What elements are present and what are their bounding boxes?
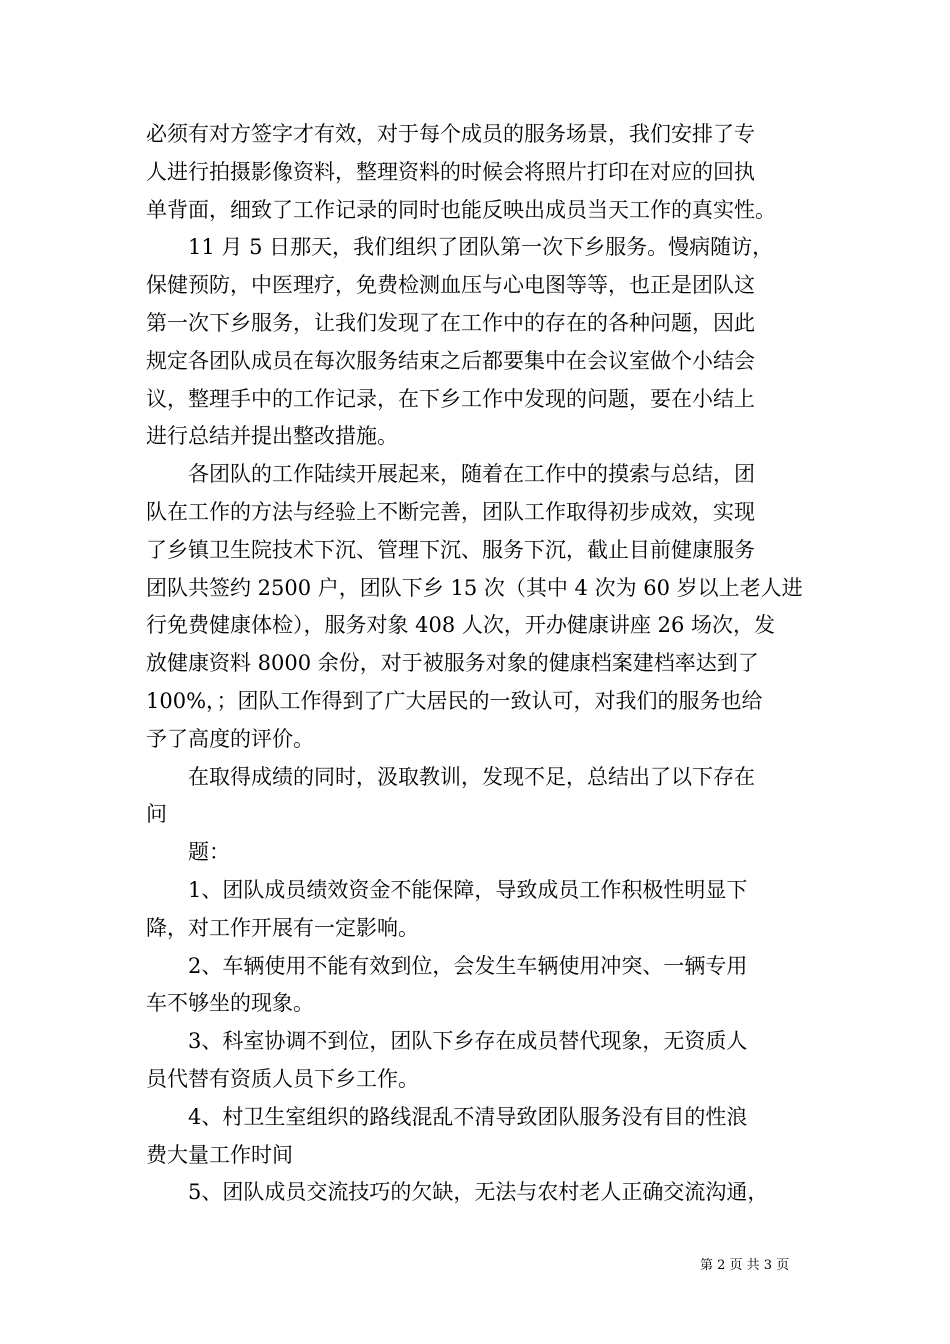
list-item: 4、村卫生室组织的路线混乱不清导致团队服务没有目的性浪 [188,1104,748,1129]
text-line: 规定各团队成员在每次服务结束之后都要集中在会议室做个小结会 [146,348,755,373]
text-line: 问 [146,802,167,827]
text-line: 进行总结并提出整改措施。 [146,424,398,449]
text-line: 100%，；团队工作得到了广大居民的一致认可，对我们的服务也给 [146,688,763,713]
text-line: 单背面，细致了工作记录的同时也能反映出成员当天工作的真实性。 [146,197,776,222]
text-line: 放健康资料 8000 余份，对于被服务对象的健康档案建档率达到了 [146,651,759,676]
text-line: 在取得成绩的同时，汲取教训，发现不足，总结出了以下存在 [188,764,755,789]
list-item: 2、车辆使用不能有效到位，会发生车辆使用冲突、一辆专用 [188,953,748,978]
list-item: 费大量工作时间 [146,1142,293,1167]
text-line: 各团队的工作陆续开展起来，随着在工作中的摸索与总结，团 [188,462,755,487]
text-line: 了乡镇卫生院技术下沉、管理下沉、服务下沉，截止目前健康服务 [146,537,755,562]
text-line: 题： [188,840,230,865]
list-item: 员代替有资质人员下乡工作。 [146,1066,419,1091]
document-body [146,116,822,1212]
text-line: 11 月 5 日那天，我们组织了团队第一次下乡服务。慢病随访， [188,235,774,260]
list-item: 降，对工作开展有一定影响。 [146,915,419,940]
text-line: 议，整理手中的工作记录，在下乡工作中发现的问题，要在小结上 [146,386,755,411]
list-item: 3、科室协调不到位，团队下乡存在成员替代现象，无资质人 [188,1029,748,1054]
list-item: 1、团队成员绩效资金不能保障，导致成员工作积极性明显下 [188,877,748,902]
text-line: 必须有对方签字才有效，对于每个成员的服务场景，我们安排了专 [146,122,755,146]
text-line: 第一次下乡服务，让我们发现了在工作中的存在的各种问题，因此 [146,310,755,335]
list-item: 车不够坐的现象。 [146,991,314,1016]
list-item: 5、团队成员交流技巧的欠缺，无法与农村老人正确交流沟通， [188,1180,769,1205]
text-line: 人进行拍摄影像资料，整理资料的时候会将照片打印在对应的回执 [146,159,755,184]
text-line: 保健预防，中医理疗，免费检测血压与心电图等等，也正是团队这 [146,273,755,298]
text-line: 予了高度的评价。 [146,726,314,751]
text-line: 行免费健康体检），服务对象 408 人次，开办健康讲座 26 场次，发 [146,613,776,638]
text-line: 团队共签约 2500 户，团队下乡 15 次（其中 4 次为 60 岁以上老人进 [146,575,803,600]
page-number: 第 2 页 共 3 页 [700,1258,790,1273]
text-line: 队在工作的方法与经验上不断完善，团队工作取得初步成效，实现 [146,499,755,524]
